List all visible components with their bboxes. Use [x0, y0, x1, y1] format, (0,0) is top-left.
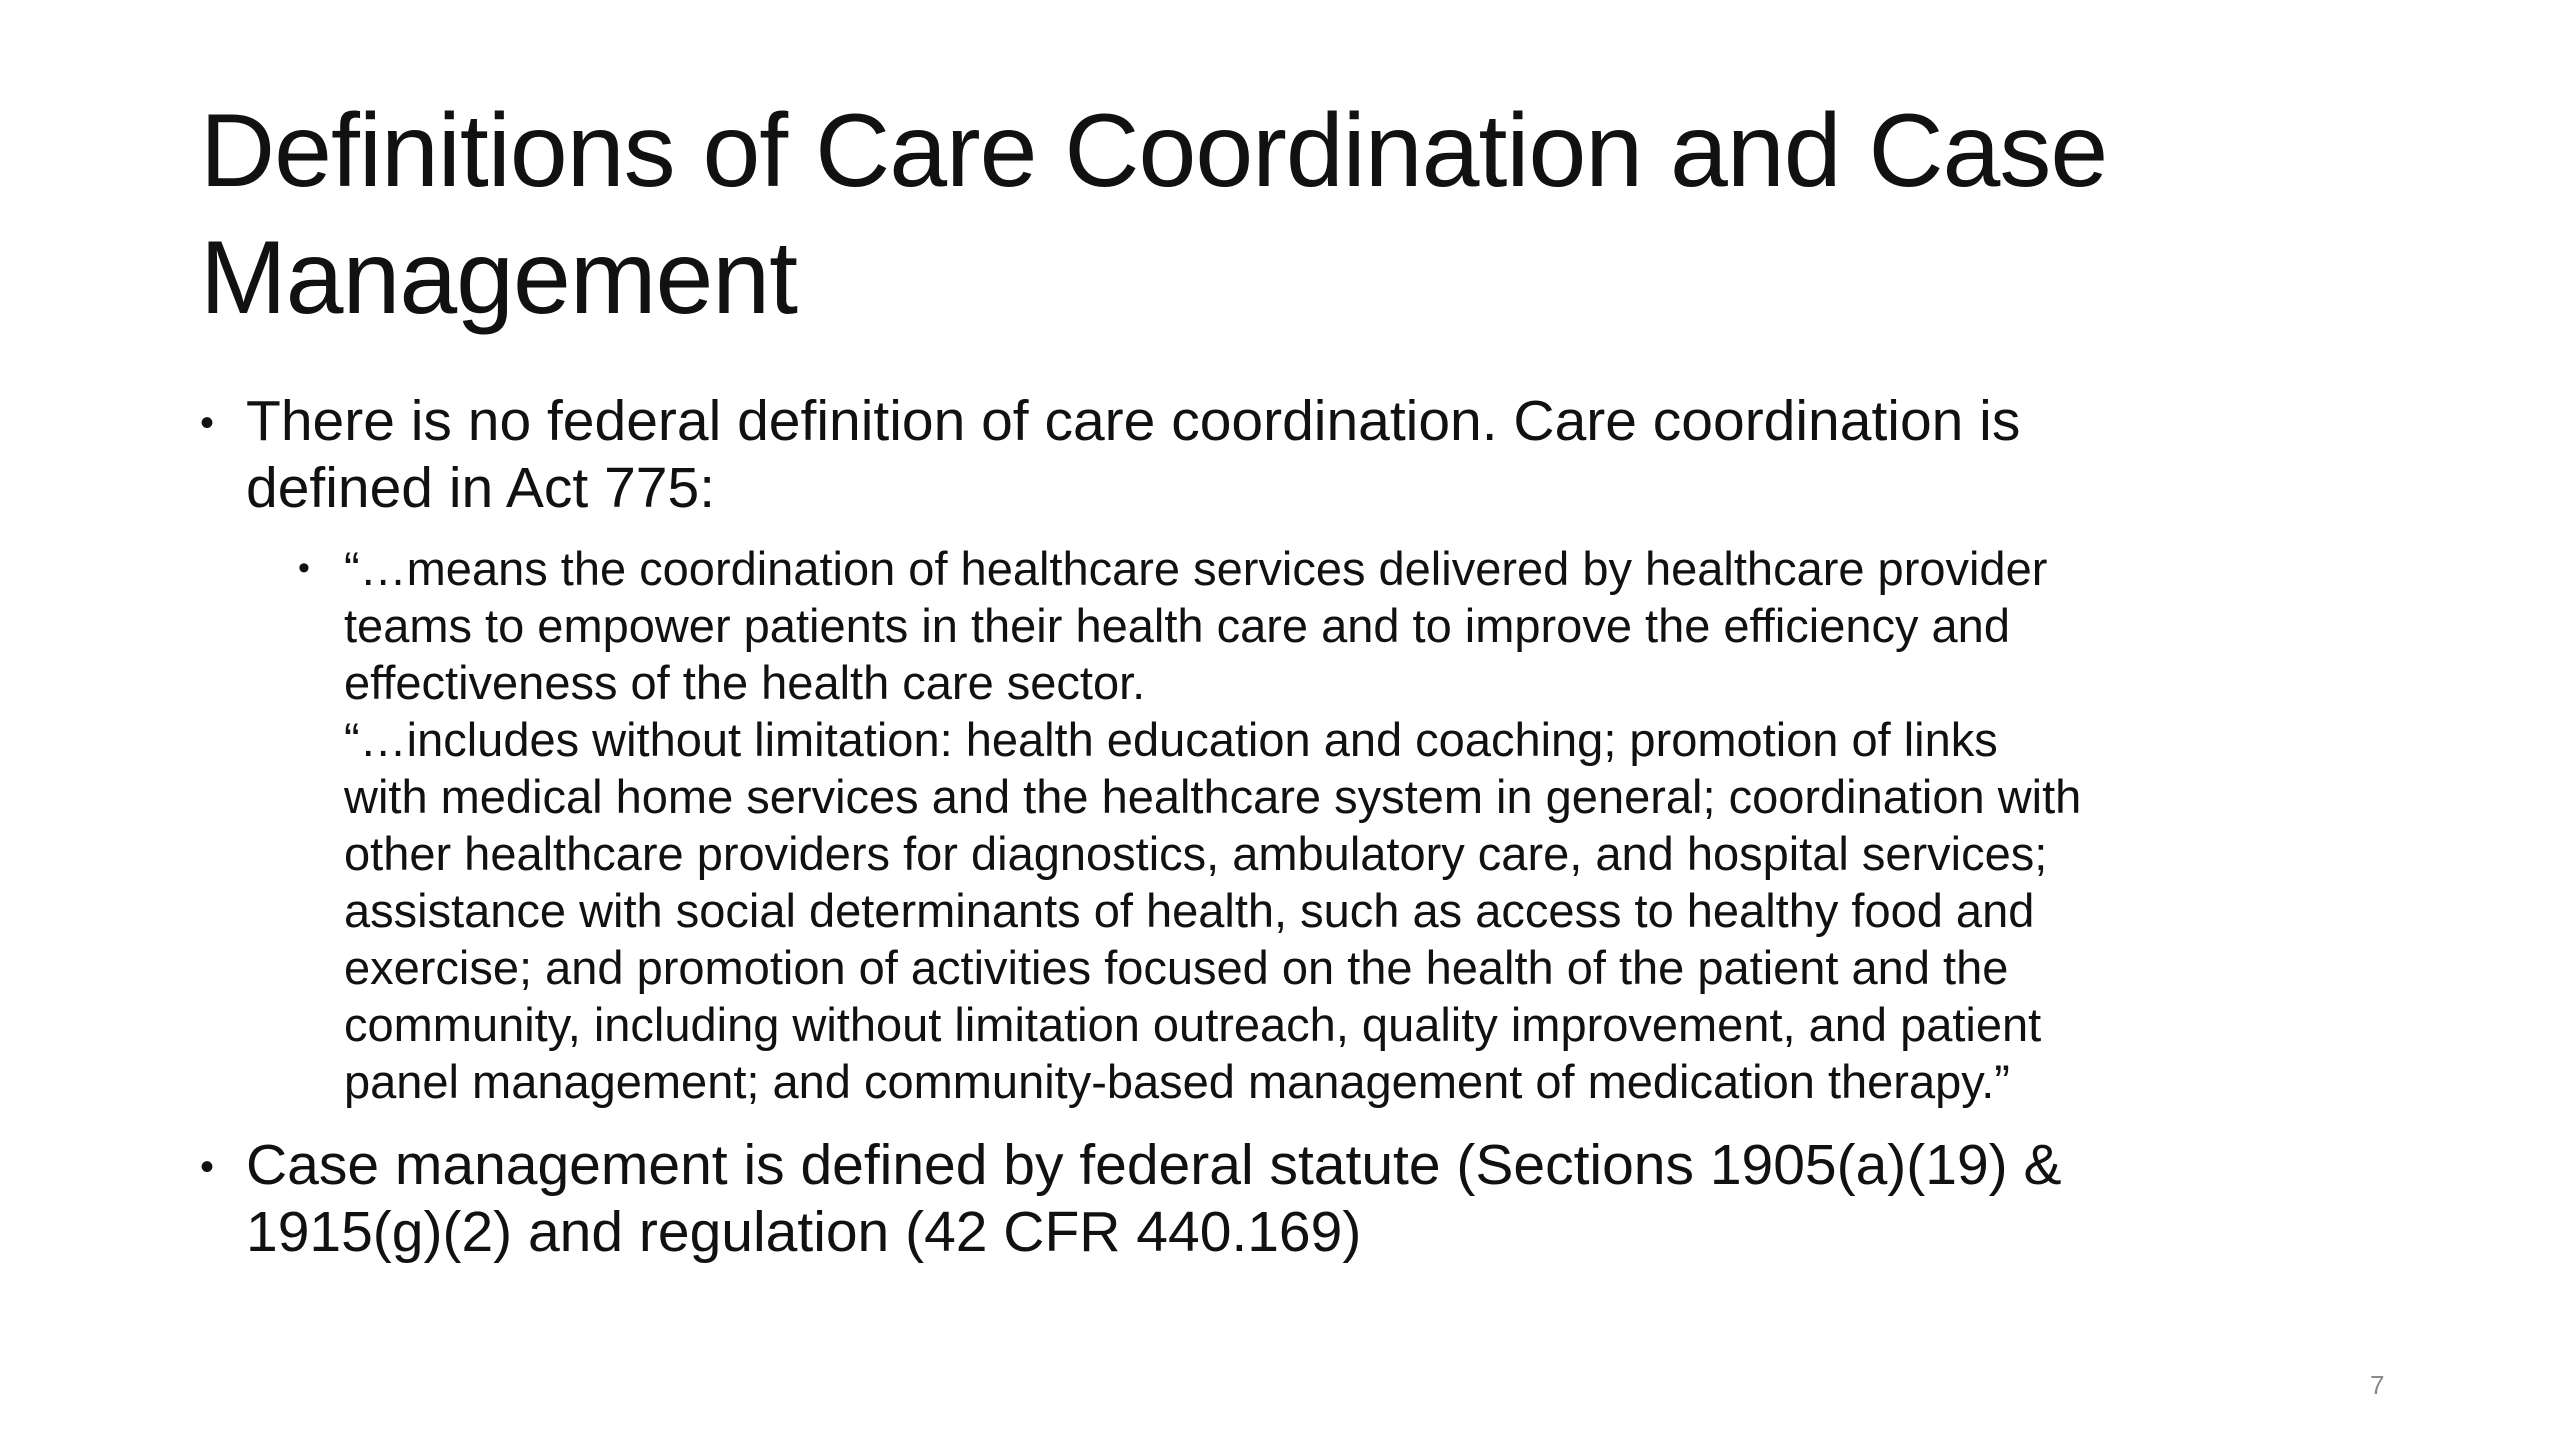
quote-line: effectiveness of the health care sector.: [344, 656, 1146, 709]
quote-line: exercise; and promotion of activities focused on the health of the patient and the: [344, 941, 2009, 994]
quote-line: panel management; and community-based management of medication therapy.”: [344, 1055, 2010, 1108]
page-number: 7: [2370, 1370, 2385, 1400]
bullet-marker: •: [200, 401, 215, 445]
bullet-marker: •: [298, 549, 310, 587]
quote-line: other healthcare providers for diagnostics, ambulatory care, and hospital services;: [344, 827, 2048, 880]
quote-line: assistance with social determinants of health, such as access to healthy food and: [344, 884, 2035, 937]
quote-line: “…includes without limitation: health education and coaching; promotion of links: [344, 713, 1998, 766]
bullet-line: defined in Act 775:: [246, 456, 716, 520]
quote-line: teams to empower patients in their health care and to improve the efficiency and: [344, 599, 2010, 652]
quote-line: “…means the coordination of healthcare services delivered by healthcare provider: [344, 542, 2048, 595]
slide-body: [200, 388, 2380, 1266]
quote-line: community, including without limitation outreach, quality improvement, and patient: [344, 998, 2042, 1051]
title-line: Definitions of Care Coordination and Case: [200, 93, 2108, 209]
quote-line: with medical home services and the healthcare system in general; coordination with: [344, 770, 2082, 823]
bullet-act-775-quote: [298, 540, 2380, 1110]
bullet-marker: •: [200, 1145, 215, 1189]
bullet-line: There is no federal definition of care coordination. Care coordination is: [246, 389, 2021, 453]
bullet-federal-definition: [200, 388, 2380, 522]
bullet-line: 1915(g)(2) and regulation (42 CFR 440.169): [246, 1200, 1362, 1264]
title-line: Management: [200, 220, 798, 336]
bullet-case-management: [200, 1132, 2380, 1266]
bullet-line: Case management is defined by federal statute (Sections 1905(a)(19) &: [246, 1133, 2062, 1197]
slide-title: [200, 88, 2360, 342]
